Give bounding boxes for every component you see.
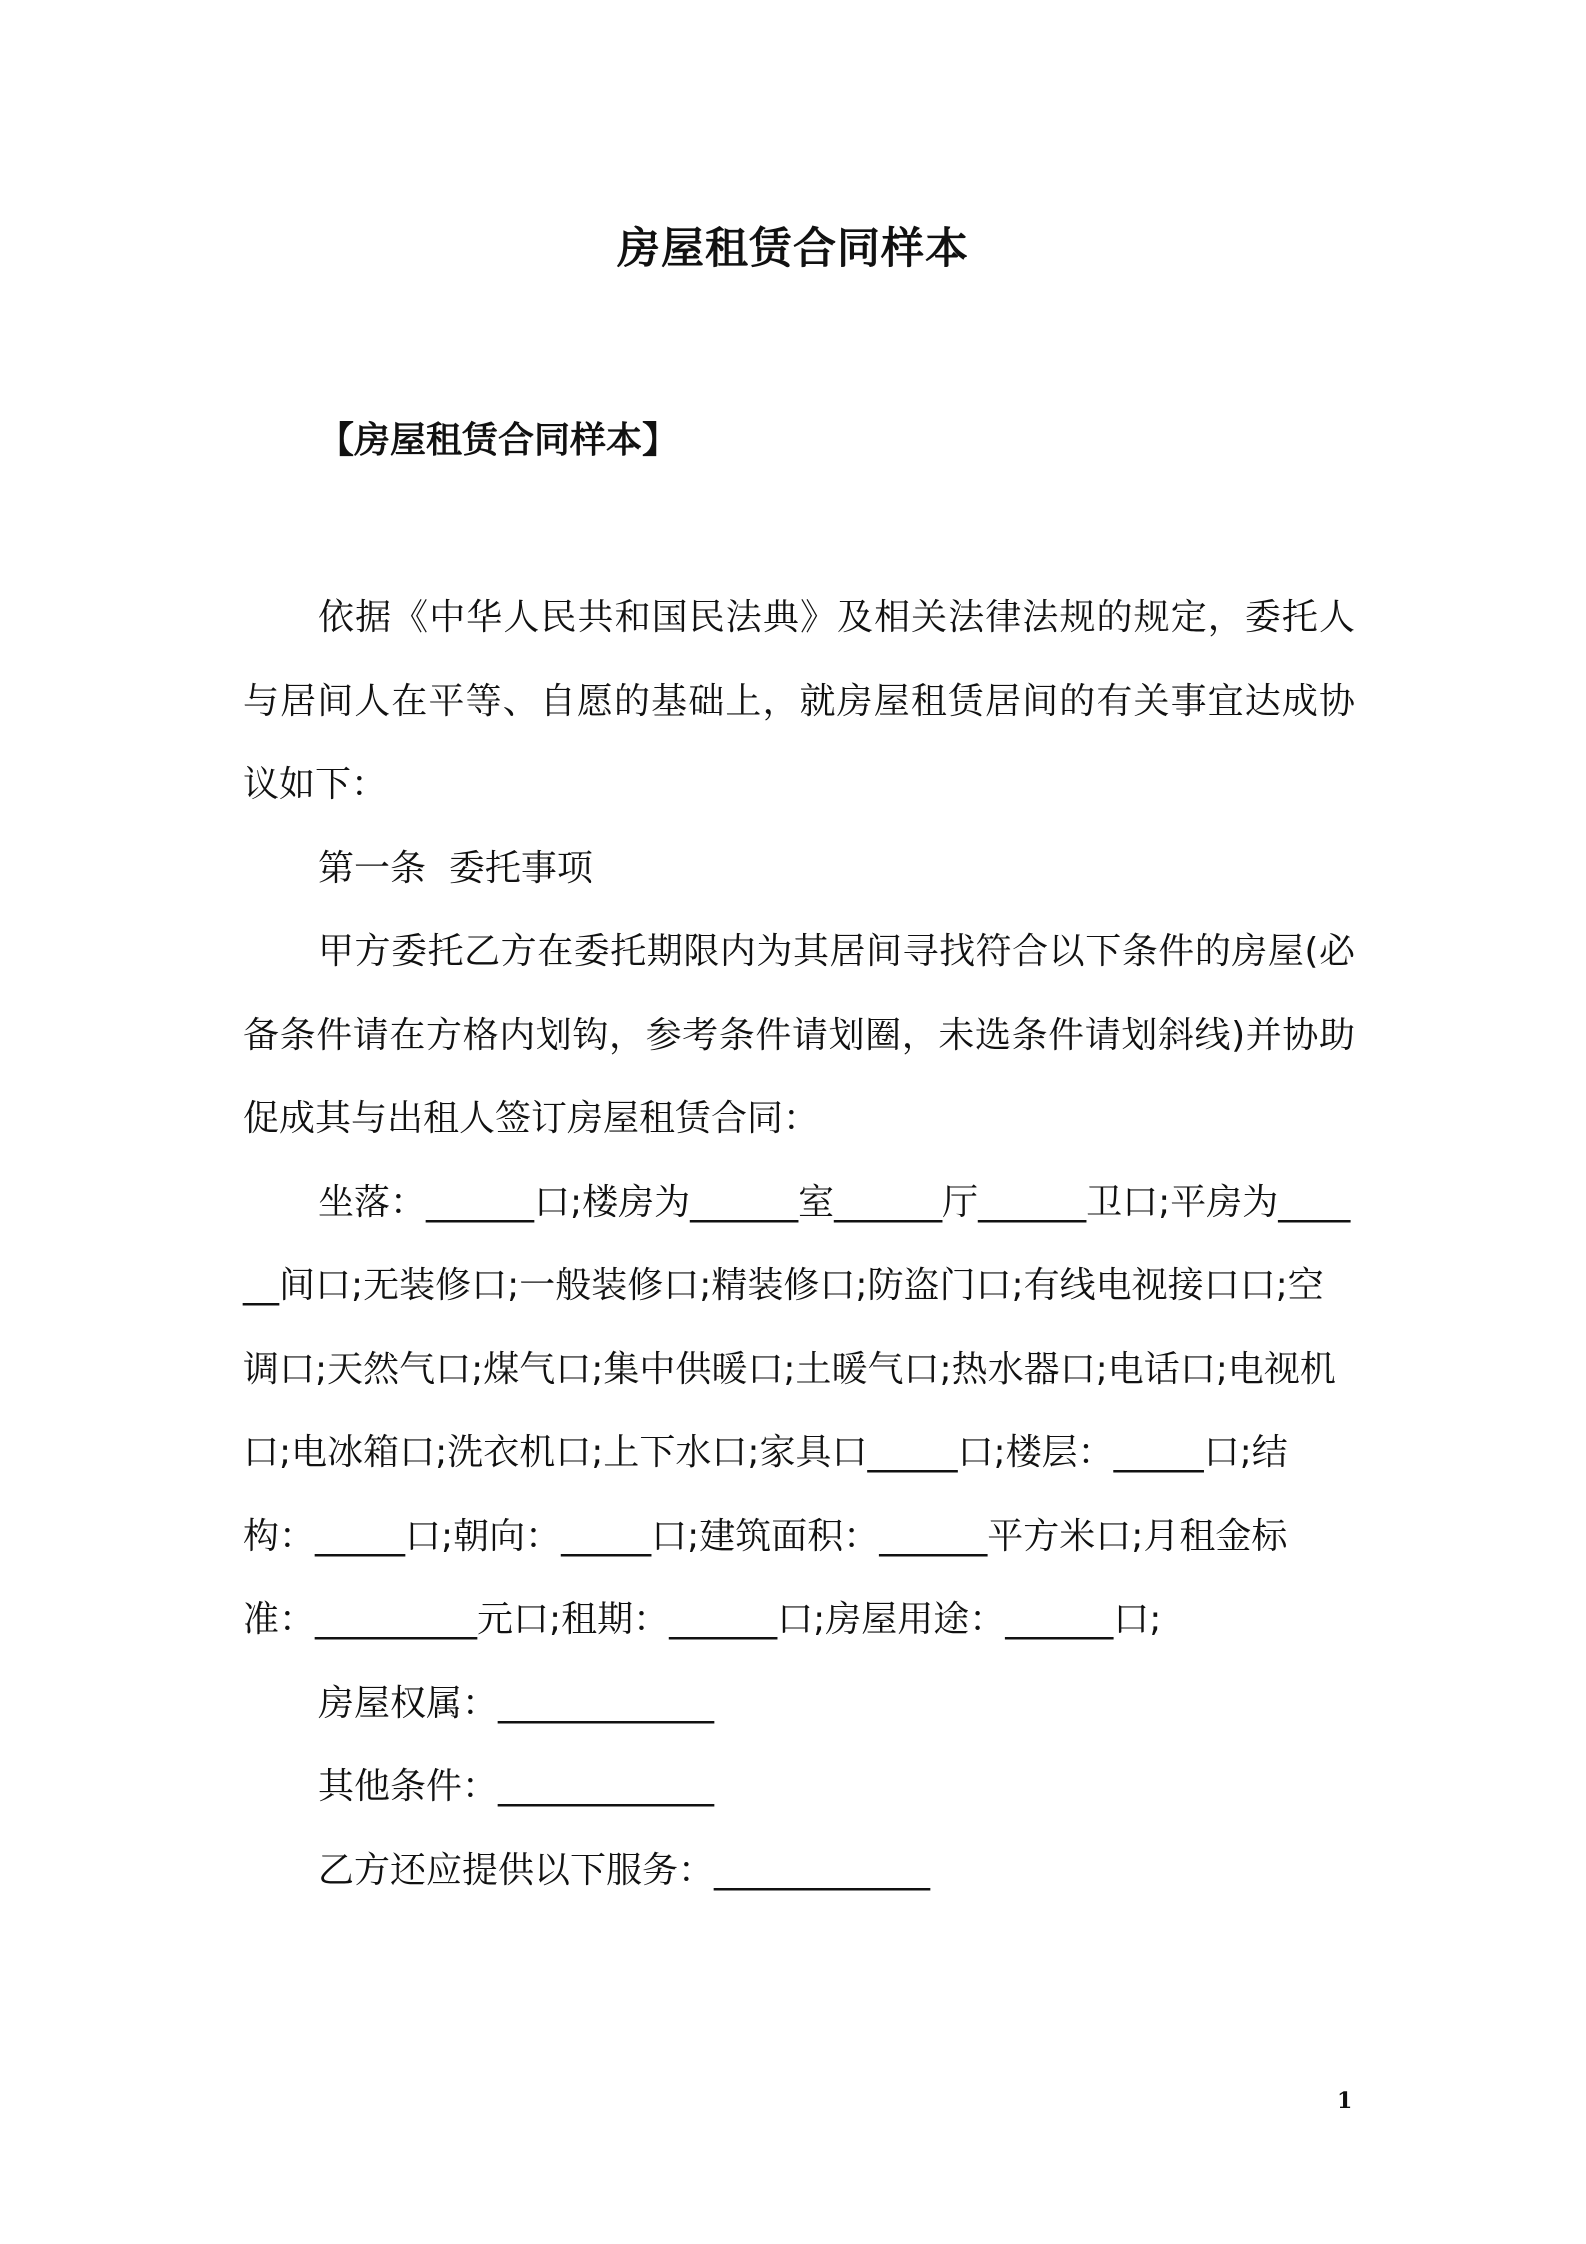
intro-paragraph: 依据《中华人民共和国民法典》及相关法律法规的规定，委托人与居间人在平等、自愿的基础上，就房屋租赁居间的有关事宜达成协议如下：	[243, 597, 1355, 805]
other-conditions-field: 其他条件：____________	[318, 1766, 715, 1807]
conditions-paragraph: 坐落：______口;楼房为______室______厅______卫口;平房为______间口;无装修口;一般装修口;精装修口;防盗门口;有线电视接口口;空调口;天然气口;煤气口;集中供暖口;土暖气口;热水器口;电话口;电视机口;电冰箱口;洗衣机口;上下水口;家具口_____口;楼层：_____口;结构：_____口;朝向：_____口;建筑面积：______平方米口;月租金标准：_________元口;租期：______口;房屋用途：______口;	[243, 1181, 1351, 1640]
document-title: 房屋租赁合同样本	[617, 224, 969, 274]
section-heading: 【房屋租赁合同样本】	[318, 420, 679, 461]
ownership-field: 房屋权属：____________	[318, 1682, 715, 1724]
article-heading: 第一条 委托事项	[318, 847, 593, 889]
page-number: 1	[1337, 2088, 1353, 2114]
commission-paragraph: 甲方委托乙方在委托期限内为其居间寻找符合以下条件的房屋(必备条件请在方格内划钩，参考条件请划圈，未选条件请划斜线)并协助促成其与出租人签订房屋租赁合同：	[243, 931, 1355, 1139]
document-body	[243, 576, 1355, 1912]
services-field: 乙方还应提供以下服务：____________	[318, 1849, 931, 1891]
